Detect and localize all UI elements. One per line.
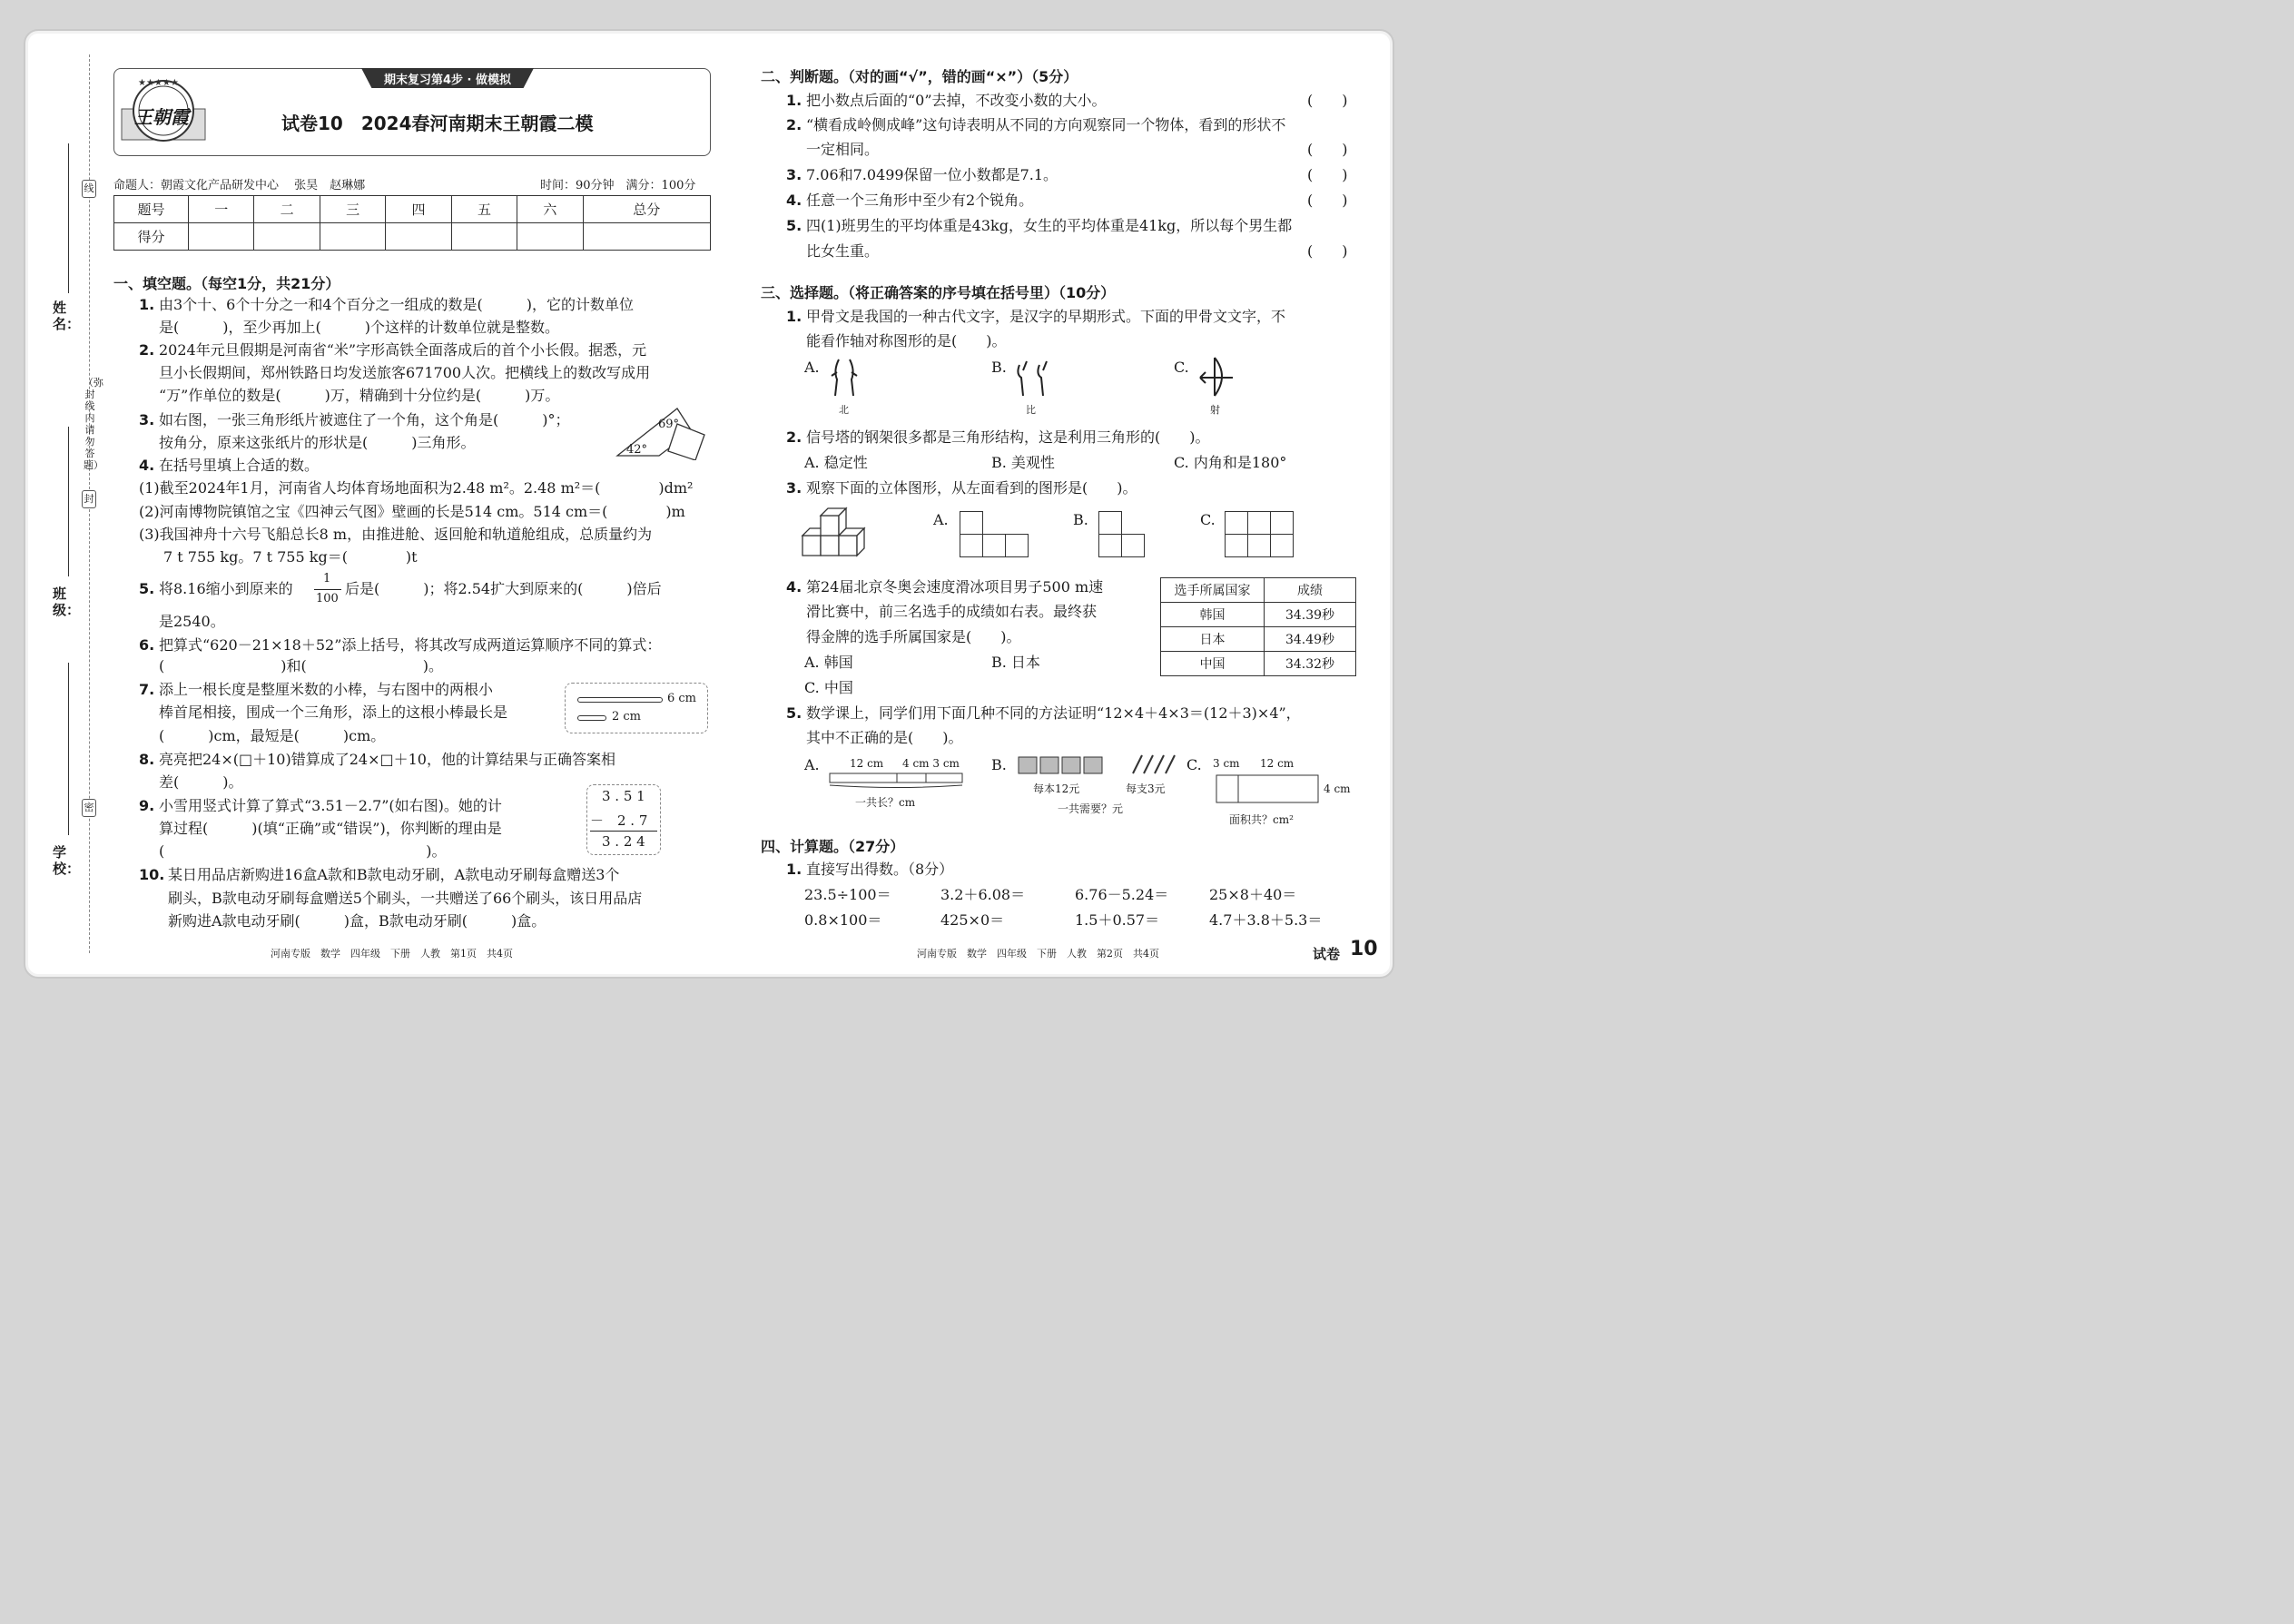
answer-bracket[interactable]: ( ): [1307, 92, 1348, 109]
school-blank[interactable]: [68, 663, 69, 835]
q-number: 10.: [139, 866, 165, 883]
seal-label-mi: 密: [82, 799, 96, 817]
s2-q5-line2: 比女生重。: [806, 242, 880, 260]
section4-title: 四、计算题。（27分）: [761, 838, 905, 855]
footer-right: 河南专版 数学 四年级 下册 人教 第2页 共4页: [917, 948, 1159, 960]
s1-q2-line2: 旦小长假期间，郑州铁路日均发送旅客671700人次。把横线上的数改写成用: [159, 364, 651, 381]
q-number: 3.: [786, 479, 802, 497]
stick-6cm: [577, 697, 663, 703]
paper-tag-number: 10: [1350, 938, 1378, 960]
score-header-row: [114, 196, 711, 223]
s1-q1-line1: 由3个十、6个十分之一和4个百分之一组成的数是( )，它的计数单位: [159, 296, 635, 313]
s1-q5-post: 后是( )；将2.54扩大到原来的( )倍后: [345, 580, 662, 597]
q5c-label-12cm: 12 cm: [1260, 757, 1295, 770]
s1-q7-line1: 添上一根长度是整厘米数的小棒，与右图中的两根小: [159, 681, 494, 698]
q-number: 1.: [786, 308, 802, 325]
stick-6cm-label: 6 cm: [667, 692, 697, 705]
vertical-calc-row3: 3 . 2 4: [602, 833, 645, 850]
q5c-label-4cm: 4 cm: [1324, 782, 1351, 795]
s1-q3-line1: 如右图，一张三角形纸片被遮住了一个角，这个角是( )°；: [159, 411, 570, 428]
q5b-label-books: 每本12元: [1033, 782, 1080, 795]
s3-q4-option[interactable]: C. 中国: [804, 679, 853, 696]
s2-q1: 把小数点后面的“0”去掉，不改变小数的大小。: [806, 92, 1107, 109]
score-header-cell: 二: [254, 196, 320, 223]
answer-bracket[interactable]: ( ): [1307, 242, 1348, 260]
oracle-she-glyph: [1196, 354, 1238, 399]
q-number: 7.: [139, 681, 155, 698]
school-label: 学校：: [53, 844, 81, 877]
q-number: 4.: [139, 457, 155, 474]
time-line: 时间：90分钟 满分：100分: [540, 179, 696, 192]
q5c-label-3cm: 3 cm: [1213, 757, 1240, 770]
name-blank[interactable]: [68, 143, 69, 293]
fraction-numerator: 1: [323, 572, 331, 586]
score-table: [113, 195, 711, 251]
s3-q3-option[interactable]: C.: [1200, 511, 1216, 528]
view-b-cell: [1121, 534, 1145, 557]
q5a-label-12cm: 12 cm: [850, 757, 884, 770]
svg-text:★★★★★: ★★★★★: [138, 78, 179, 88]
fraction-denominator: 100: [316, 592, 339, 605]
view-a-cell: [1005, 534, 1029, 557]
result-time: 34.32秒: [1265, 652, 1356, 676]
s1-q1-line2: 是( )，至少再加上( )个这样的计数单位就是整数。: [159, 319, 559, 336]
s1-q7-line3: ( )cm，最短是( )cm。: [159, 727, 386, 744]
calc-item[interactable]: 4.7＋3.8＋5.3＝: [1209, 911, 1323, 929]
footer-left: 河南专版 数学 四年级 下册 人教 第1页 共4页: [271, 948, 513, 960]
s3-q2-option[interactable]: C. 内角和是180°: [1174, 454, 1287, 471]
result-country: 韩国: [1161, 603, 1265, 627]
q5a-total-label: 一共长？cm: [855, 796, 916, 809]
view-a-cell: [960, 534, 983, 557]
score-header-cell: 题号: [114, 196, 189, 223]
seal-label-feng: 封: [82, 490, 96, 508]
score-cell[interactable]: [320, 223, 385, 251]
s2-q2-line2: 一定相同。: [806, 141, 880, 158]
answer-bracket[interactable]: ( ): [1307, 141, 1348, 158]
score-header-cell: 一: [189, 196, 254, 223]
view-a-cell: [960, 511, 983, 535]
s1-q2-line1: 2024年元旦假期是河南省“米”字形高铁全面落成后的首个小长假。据悉，元: [159, 341, 647, 359]
seal-label-xian: 线: [82, 180, 96, 198]
result-header-cell: 选手所属国家: [1161, 578, 1265, 603]
score-cell[interactable]: [451, 223, 517, 251]
result-row: [1161, 652, 1356, 676]
s2-q2-line1: “横看成岭侧成峰”这句诗表明从不同的方向观察同一个物体，看到的形状不: [806, 116, 1286, 133]
oracle-bei-glyph: [826, 356, 862, 399]
step-label: 期末复习第4步 · 做模拟: [383, 74, 512, 87]
calc-item[interactable]: 6.76－5.24＝: [1075, 886, 1169, 903]
s3-q4-option[interactable]: A. 韩国: [804, 654, 853, 671]
author-line: 命题人：朝霞文化产品研发中心 张昊 赵琳娜: [113, 179, 366, 192]
cube-figure: [801, 505, 877, 557]
s1-q7-line2: 棒首尾相接，围成一个三角形，添上的这根小棒最长是: [159, 704, 508, 721]
s3-q2: 信号塔的钢架很多都是三角形结构，这是利用三角形的( )。: [806, 428, 1210, 446]
class-blank[interactable]: [68, 427, 69, 576]
s1-q9-line1: 小雪用竖式计算了算式“3.51－2.7”(如右图)。她的计: [159, 797, 502, 814]
calc-item[interactable]: 25×8＋40＝: [1209, 886, 1297, 903]
calc-item[interactable]: 0.8×100＝: [804, 911, 882, 929]
result-time: 34.39秒: [1265, 603, 1356, 627]
sticks-figure-box: [565, 683, 708, 733]
result-header-cell: 成绩: [1265, 578, 1356, 603]
q-number: 8.: [139, 751, 155, 768]
s4-q1: 直接写出得数。（8分）: [806, 861, 954, 878]
s1-q6-line2: ( )和( )。: [159, 657, 443, 674]
s3-q3: 观察下面的立体图形，从左面看到的图形是( )。: [806, 479, 1137, 497]
logo-text: 王朝霞: [134, 106, 189, 128]
calc-item[interactable]: 1.5＋0.57＝: [1075, 911, 1160, 929]
q-number: 5.: [786, 704, 802, 722]
stick-2cm: [577, 715, 606, 721]
result-table: [1160, 577, 1356, 676]
s1-q10-line1: 某日用品店新购进16盒A款和B款电动牙刷，A款电动牙刷每盒赠送3个: [168, 866, 620, 883]
s3-q3-option[interactable]: A.: [933, 511, 949, 528]
s3-q4-line1: 第24届北京冬奥会速度滑冰项目男子500 m速: [806, 578, 1104, 595]
q-number: 9.: [139, 797, 155, 814]
section3-title: 三、选择题。（将正确答案的序号填在括号里）（10分）: [761, 284, 1116, 301]
score-header-cell: 四: [386, 196, 451, 223]
result-header-row: [1161, 578, 1356, 603]
score-cell[interactable]: [583, 223, 710, 251]
s3-q2-option[interactable]: B. 美观性: [991, 454, 1055, 471]
score-header-cell: 三: [320, 196, 385, 223]
q-number: 2.: [786, 428, 802, 446]
s1-q5-line2: 是2540。: [159, 613, 225, 630]
s1-q2-line3: “万”作单位的数是( )万，精确到十分位约是( )万。: [159, 387, 560, 404]
s1-q5-pre: 将8.16缩小到原来的: [159, 580, 293, 597]
q5c-rect-figure: [1215, 772, 1324, 806]
q-number: 5.: [139, 580, 155, 597]
score-header-cell: 总分: [583, 196, 710, 223]
q-number: 5.: [786, 217, 802, 234]
result-country: 日本: [1161, 627, 1265, 652]
s1-q4-intro: 在括号里填上合适的数。: [159, 457, 320, 474]
oracle-bi-caption: 比: [1026, 404, 1036, 416]
class-label: 班级：: [53, 586, 81, 618]
s3-q5-option[interactable]: B.: [991, 756, 1007, 773]
view-c-cell: [1247, 534, 1271, 557]
s3-q1-option[interactable]: A.: [804, 359, 820, 376]
s1-q10-line2: 刷头，B款电动牙刷每盒赠送5个刷头，一共赠送了66个刷头，该日用品店: [168, 890, 643, 907]
q5b-label-pens: 每支3元: [1126, 782, 1166, 795]
answer-bracket[interactable]: ( ): [1307, 166, 1348, 183]
s1-q8-line1: 亮亮把24×(□＋10)错算成了24×□＋10，他的计算结果与正确答案相: [159, 751, 615, 768]
s2-q3: 7.06和7.0499保留一位小数都是7.1。: [806, 166, 1058, 183]
s2-q4: 任意一个三角形中至少有2个锐角。: [806, 192, 1034, 209]
s3-q4-line3: 得金牌的选手所属国家是( )。: [806, 628, 1021, 645]
s1-q4-1: (1)截至2024年1月，河南省人均体育场地面积为2.48 m²。2.48 m²＝( )dm²: [139, 479, 694, 497]
q5b-books-figure: [1015, 752, 1183, 779]
s2-q5-line1: 四(1)班男生的平均体重是43kg，女生的平均体重是41kg，所以每个男生都: [806, 217, 1293, 234]
answer-bracket[interactable]: ( ): [1307, 192, 1348, 209]
score-cell[interactable]: [254, 223, 320, 251]
q-number: 1.: [139, 296, 155, 313]
s1-q4-3-line1: (3)我国神舟十六号飞船总长8 m，由推进舱、返回舱和轨道舱组成，总质量约为: [139, 526, 653, 543]
result-country: 中国: [1161, 652, 1265, 676]
q-number: 1.: [786, 92, 802, 109]
s3-q4-line2: 滑比赛中，前三名选手的成绩如右表。最终获: [806, 603, 1098, 620]
oracle-bi-glyph: [1012, 356, 1054, 399]
vertical-calc-line: [590, 831, 657, 832]
calc-item[interactable]: 425×0＝: [940, 911, 1005, 929]
q5b-total-label: 一共需要？元: [1058, 802, 1124, 815]
q-number: 4.: [786, 578, 802, 595]
q5a-line-figure: [828, 770, 964, 788]
section2-title: 二、判断题。（对的画“√”，错的画“×”）（5分）: [761, 68, 1078, 85]
score-header-cell: 五: [451, 196, 517, 223]
calc-item[interactable]: 3.2＋6.08＝: [940, 886, 1026, 903]
score-cell[interactable]: [189, 223, 254, 251]
s3-q1-option[interactable]: C.: [1174, 359, 1189, 376]
score-row-label: 得分: [114, 223, 189, 251]
q-number: 1.: [786, 861, 802, 878]
s3-q5-line2: 其中不正确的是( )。: [806, 729, 963, 746]
angle-42: 42°: [626, 443, 648, 457]
s1-q8-line2: 差( )。: [159, 773, 243, 791]
s3-q2-option[interactable]: A. 稳定性: [804, 454, 868, 471]
oracle-she-caption: 射: [1210, 404, 1220, 416]
q-number: 4.: [786, 192, 802, 209]
oracle-bei-caption: 北: [839, 404, 849, 416]
name-label: 姓名：: [53, 300, 81, 332]
q5c-area-label: 面积共？cm²: [1229, 813, 1294, 826]
s3-q3-option[interactable]: B.: [1073, 511, 1088, 528]
exam-title: 试卷10 2024春河南期末王朝霞二模: [281, 113, 594, 134]
view-b-cell: [1098, 534, 1122, 557]
s1-q9-line2: 算过程( )(填“正确”或“错误”)，你判断的理由是: [159, 820, 502, 837]
angle-69: 69°: [658, 418, 680, 431]
s1-q4-3-line2: 7 t 755 kg。7 t 755 kg＝( )t: [163, 548, 418, 566]
fraction-bar: [314, 589, 341, 590]
s3-q1-line1: 甲骨文是我国的一种古代文字，是汉字的早期形式。下面的甲骨文文字，不: [806, 308, 1286, 325]
seal-note: （弥封线内请勿答题）: [84, 377, 103, 471]
s3-q5-option[interactable]: A.: [804, 756, 820, 773]
view-b-cell: [1098, 511, 1122, 535]
vertical-calc-row1: 3 . 5 1: [602, 788, 645, 804]
q-number: 3.: [139, 411, 155, 428]
s1-q9-line3: ( )。: [159, 842, 447, 860]
view-c-cell: [1225, 534, 1248, 557]
q-number: 2.: [786, 116, 802, 133]
view-c-cell: [1270, 511, 1294, 535]
result-time: 34.49秒: [1265, 627, 1356, 652]
view-c-cell: [1225, 511, 1248, 535]
s1-q4-2: (2)河南博物院镇馆之宝《四神云气图》壁画的长是514 cm。514 cm＝( )m: [139, 503, 685, 520]
s1-q6-line1: 把算式“620－21×18＋52”添上括号，将其改写成两道运算顺序不同的算式：: [159, 636, 662, 654]
result-row: [1161, 603, 1356, 627]
s3-q4-option[interactable]: B. 日本: [991, 654, 1040, 671]
view-c-cell: [1270, 534, 1294, 557]
s1-q3-line2: 按角分，原来这张纸片的形状是( )三角形。: [159, 434, 476, 451]
score-cell[interactable]: [386, 223, 451, 251]
s1-q10-line3: 新购进A款电动牙刷( )盒，B款电动牙刷( )盒。: [168, 912, 546, 930]
score-cell[interactable]: [517, 223, 583, 251]
view-c-cell: [1247, 511, 1271, 535]
q-number: 3.: [786, 166, 802, 183]
s3-q1-line2: 能看作轴对称图形的是( )。: [806, 332, 1007, 349]
view-a-cell: [982, 534, 1006, 557]
stick-2cm-label: 2 cm: [612, 710, 642, 723]
q5a-label-4cm3cm: 4 cm 3 cm: [902, 757, 960, 770]
s3-q5-option[interactable]: C.: [1186, 756, 1202, 773]
score-row: [114, 223, 711, 251]
vertical-calc-row2: － 2 . 7: [590, 812, 648, 829]
section1-title: 一、填空题。（每空1分，共21分）: [113, 275, 340, 292]
s3-q1-option[interactable]: B.: [991, 359, 1007, 376]
s3-q5-line1: 数学课上，同学们用下面几种不同的方法证明“12×4＋4×3＝(12＋3)×4”，: [806, 704, 1301, 722]
calc-item[interactable]: 23.5÷100＝: [804, 886, 891, 903]
score-header-cell: 六: [517, 196, 583, 223]
q-number: 6.: [139, 636, 155, 654]
paper-tag-word: 试卷: [1313, 946, 1341, 962]
q-number: 2.: [139, 341, 155, 359]
result-row: [1161, 627, 1356, 652]
